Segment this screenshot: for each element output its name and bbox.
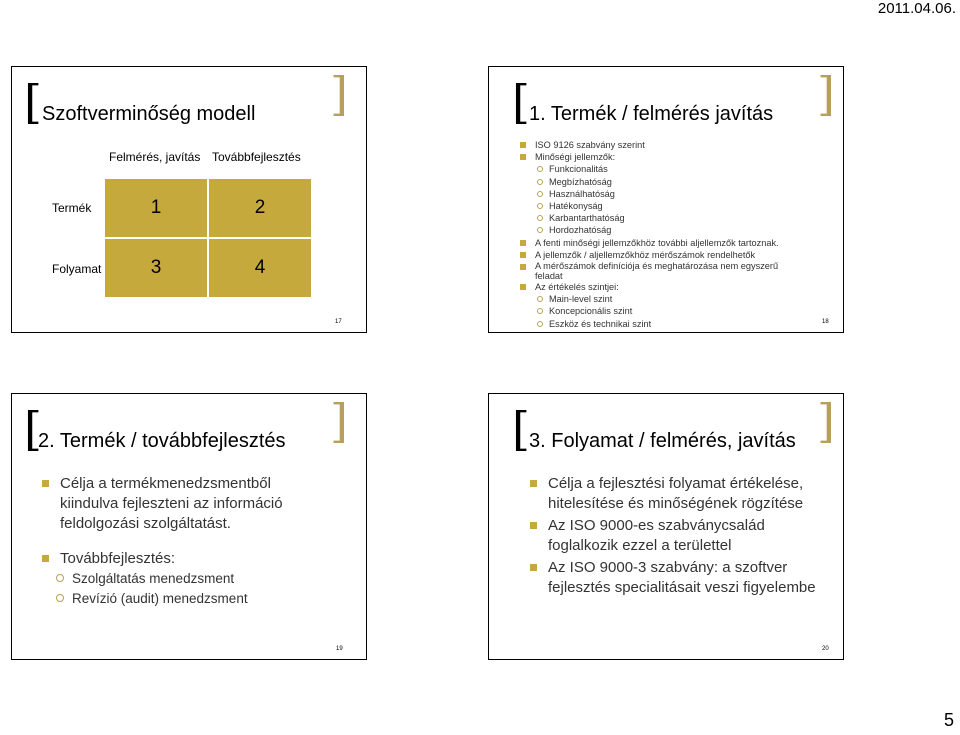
slide-20 <box>488 393 844 660</box>
square-bullet-icon <box>520 264 526 270</box>
left-bracket-icon: [ <box>24 75 42 129</box>
list-item: Célja a termékmenedzsmentből kiindulva fejleszteni az információ feldolgozási szolgáltatást. <box>34 474 319 534</box>
list-item: Szolgáltatás menedzsment <box>34 569 319 589</box>
list-item: Hatékonyság <box>512 200 812 212</box>
matrix-cell: 2 <box>209 179 311 237</box>
list-item: Hordozhatóság <box>512 224 812 236</box>
list-item: Eszköz és technikai szint <box>512 318 812 330</box>
list-item: ISO 9126 szabvány szerint <box>512 139 812 151</box>
slide-number: 18 <box>822 319 829 325</box>
list-item: Megbízhatóság <box>512 176 812 188</box>
list-item: A fenti minőségi jellemzőkhöz további aljellemzők tartoznak. <box>512 237 812 249</box>
bullet-list <box>512 139 812 330</box>
circle-bullet-icon <box>537 308 543 314</box>
list-item: Célja a fejlesztési folyamat értékelése, hitelesítése és minőségének rögzítése <box>522 474 822 514</box>
slide-number: 20 <box>822 646 829 652</box>
row-label: Termék <box>52 201 92 215</box>
bullet-list <box>34 474 319 609</box>
list-item: Az ISO 9000-es szabványcsalád foglalkozik ezzel a területtel <box>522 516 822 556</box>
list-item: Karbantarthatóság <box>512 212 812 224</box>
matrix-cell: 3 <box>105 239 207 297</box>
circle-bullet-icon <box>537 296 543 302</box>
list-item: Revízió (audit) menedzsment <box>34 589 319 609</box>
circle-bullet-icon <box>537 321 543 327</box>
right-bracket-icon: ] <box>817 394 835 448</box>
row-label: Folyamat <box>52 262 102 276</box>
list-item: Funkcionalitás <box>512 163 812 175</box>
document-date: 2011.04.06. <box>877 0 956 17</box>
slide-title: 2. Termék / továbbfejlesztés <box>38 430 286 452</box>
list-item: Minőségi jellemzők: <box>512 151 812 163</box>
circle-bullet-icon <box>56 594 64 602</box>
matrix-cell: 4 <box>209 239 311 297</box>
circle-bullet-icon <box>537 191 543 197</box>
slide-title: 3. Folyamat / felmérés, javítás <box>529 430 796 452</box>
list-item: Használhatóság <box>512 188 812 200</box>
left-bracket-icon: [ <box>512 75 530 129</box>
circle-bullet-icon <box>537 227 543 233</box>
list-item: Továbbfejlesztés: <box>34 549 319 569</box>
column-header: Továbbfejlesztés <box>212 150 301 164</box>
bullet-list <box>522 474 822 598</box>
slide-18 <box>488 66 844 333</box>
list-item: A jellemzők / aljellemzőkhöz mérőszámok rendelhetők <box>512 249 812 261</box>
list-item: Az ISO 9000-3 szabvány: a szoftver fejlesztés specialitásait veszi figyelembe <box>522 558 822 598</box>
slide-number: 17 <box>335 319 342 325</box>
right-bracket-icon: ] <box>330 394 348 448</box>
slide-19 <box>11 393 367 660</box>
slide-number: 19 <box>336 646 343 652</box>
circle-bullet-icon <box>537 166 543 172</box>
list-item: A mérőszámok definíciója és meghatározása nem egyszerű feladat <box>512 261 812 281</box>
square-bullet-icon <box>530 564 537 571</box>
square-bullet-icon <box>530 480 537 487</box>
matrix-cell: 1 <box>105 179 207 237</box>
left-bracket-icon: [ <box>24 402 42 456</box>
circle-bullet-icon <box>56 574 64 582</box>
slide-title: 1. Termék / felmérés javítás <box>529 103 774 125</box>
square-bullet-icon <box>520 154 526 160</box>
list-item: Main-level szint <box>512 293 812 305</box>
slide-17 <box>11 66 367 333</box>
column-header: Felmérés, javítás <box>109 150 201 164</box>
square-bullet-icon <box>530 522 537 529</box>
square-bullet-icon <box>520 240 526 246</box>
right-bracket-icon: ] <box>330 67 348 121</box>
slide-title: Szoftverminőség modell <box>42 103 256 125</box>
list-item: Koncepcionális szint <box>512 305 812 317</box>
square-bullet-icon <box>520 252 526 258</box>
square-bullet-icon <box>42 555 49 562</box>
circle-bullet-icon <box>537 179 543 185</box>
circle-bullet-icon <box>537 215 543 221</box>
square-bullet-icon <box>42 480 49 487</box>
square-bullet-icon <box>520 142 526 148</box>
left-bracket-icon: [ <box>512 402 530 456</box>
page-number: 5 <box>943 710 954 730</box>
square-bullet-icon <box>520 284 526 290</box>
circle-bullet-icon <box>537 203 543 209</box>
right-bracket-icon: ] <box>817 67 835 121</box>
list-item: Az értékelés szintjei: <box>512 281 812 293</box>
